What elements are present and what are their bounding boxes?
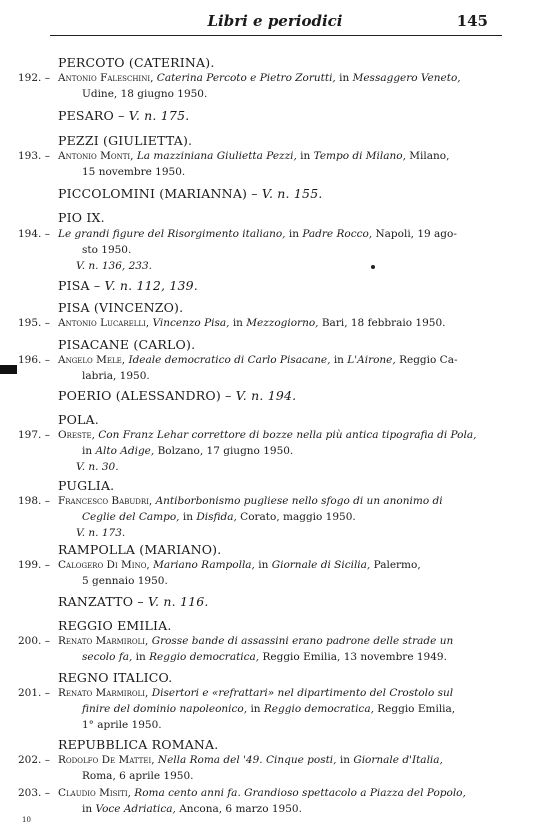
heading-piccolomini: PICCOLOMINI (MARIANNA) – V. n. 155.: [58, 186, 323, 201]
heading-text: PESARO: [58, 108, 114, 123]
entry-in: in: [82, 445, 93, 457]
entry-in: in: [339, 754, 350, 766]
entry-193: [18, 148, 488, 180]
page-number: 145: [456, 12, 488, 30]
entry-source: Mezzogiorno,: [246, 317, 319, 329]
heading-regno-italico: REGNO ITALICO.: [58, 670, 173, 685]
entry-196: [18, 352, 488, 384]
entry-source: Alto Adige,: [95, 445, 155, 457]
entry-continuation: labria, 1950.: [82, 370, 150, 382]
entry-number: 203. –: [18, 787, 50, 799]
entry-place: Napoli, 19 ago-: [375, 228, 457, 240]
heading-pisa-vincenzo: PISA (VINCENZO).: [58, 300, 184, 315]
entry-title: Roma cento anni fa. Grandioso spettacolo a Piazza del Popolo,: [134, 787, 466, 799]
entry-place: Reggio Emilia, 13 novembre 1949.: [262, 651, 447, 663]
entry-source: Reggio democratica,: [149, 651, 260, 663]
entry-number: 197. –: [18, 429, 50, 441]
entry-continuation: [82, 701, 488, 717]
heading-puglia: PUGLIA.: [58, 478, 115, 493]
entry-title: Le grandi figure del Risorgimento italiano,: [58, 228, 286, 240]
entry-title: Vincenzo Pisa,: [152, 317, 230, 329]
entry-place: Reggio Ca-: [399, 354, 458, 366]
entry-in: in: [250, 703, 261, 715]
entry-number: 202. –: [18, 754, 50, 766]
entry-reference: V. n. 30.: [76, 461, 119, 473]
entry-date-line: 1° aprile 1950.: [82, 719, 162, 731]
entry-continuation: Udine, 18 giugno 1950.: [82, 88, 208, 100]
entry-title: Antiborbonismo pugliese nello sfogo di un anonimo di: [155, 495, 443, 507]
entry-source: Giornale di Sicilia,: [271, 559, 371, 571]
entry-number: 193. –: [18, 150, 50, 162]
heading-pezzi: PEZZI (GIULIETTA).: [58, 133, 193, 148]
heading-pisa: PISA – V. n. 112, 139.: [58, 278, 198, 293]
footer-signature-mark: 10: [22, 816, 31, 824]
entry-source: Tempo di Milano,: [313, 150, 406, 162]
entry-continuation: 15 novembre 1950.: [82, 166, 186, 178]
heading-reference: V. n. 112, 139.: [104, 278, 198, 293]
heading-reference: V. n. 116.: [147, 594, 209, 609]
entry-in: in: [232, 317, 243, 329]
entry-195: [18, 315, 488, 331]
entry-author: Renato Marmiroli,: [58, 635, 149, 647]
entry-place: Corato, maggio 1950.: [240, 511, 356, 523]
entry-author: Antonio Lucarelli,: [58, 317, 150, 329]
margin-marker: [0, 365, 17, 374]
entry-in: in: [300, 150, 311, 162]
entry-continuation: 5 gennaio 1950.: [82, 575, 168, 587]
entry-title-continuation: Ceglie del Campo,: [82, 511, 180, 523]
entry-number: 192. –: [18, 72, 50, 84]
heading-reference: V. n. 155.: [261, 186, 323, 201]
entry-197: [18, 427, 488, 475]
entry-199: [18, 557, 488, 589]
entry-continuation: sto 1950.: [82, 244, 132, 256]
entry-203: [18, 785, 488, 817]
entry-author: Oreste,: [58, 429, 95, 441]
entry-number: 201. –: [18, 687, 50, 699]
entry-202: [18, 752, 488, 784]
entry-source: L'Airone,: [347, 354, 396, 366]
entry-author: Antonio Monti,: [58, 150, 134, 162]
print-speck: [371, 265, 375, 269]
entry-place: Palermo,: [373, 559, 421, 571]
entry-place: Bari, 18 febbraio 1950.: [321, 317, 446, 329]
entry-continuation: [82, 801, 488, 817]
entry-in: in: [288, 228, 299, 240]
entry-number: 200. –: [18, 635, 50, 647]
entry-in: in: [258, 559, 269, 571]
entry-source: Disfida,: [196, 511, 237, 523]
entry-198: [18, 493, 488, 541]
entry-number: 195. –: [18, 317, 50, 329]
entry-author: Renato Marmiroli,: [58, 687, 149, 699]
entry-author: Rodolfo De Mattei,: [58, 754, 155, 766]
entry-title: Nella Roma del '49. Cinque posti,: [157, 754, 337, 766]
entry-author: Angelo Mele,: [58, 354, 126, 366]
entry-place: Bolzano, 17 giugno 1950.: [157, 445, 294, 457]
entry-reference: V. n. 173.: [76, 527, 126, 539]
entry-194: [18, 226, 488, 274]
entry-author: Francesco Babudri,: [58, 495, 153, 507]
entry-source: Giornale d'Italia,: [353, 754, 443, 766]
heading-text: PICCOLOMINI (MARIANNA): [58, 186, 248, 201]
heading-reference: V. n. 175.: [128, 108, 190, 123]
entry-number: 194. –: [18, 228, 50, 240]
entry-reference: V. n. 136, 233.: [76, 260, 152, 272]
heading-pio-ix: PIO IX.: [58, 210, 105, 225]
heading-text: PISA: [58, 278, 90, 293]
entry-title: Mariano Rampolla,: [153, 559, 255, 571]
entry-place: Reggio Emilia,: [377, 703, 456, 715]
entry-source: Voce Adriatica,: [95, 803, 176, 815]
entry-place: Ancona, 6 marzo 1950.: [179, 803, 302, 815]
entry-source: Reggio democratica,: [263, 703, 374, 715]
heading-poerio: POERIO (ALESSANDRO) – V. n. 194.: [58, 388, 297, 403]
entry-source: Messaggero Veneto,: [352, 72, 461, 84]
entry-in: in: [333, 354, 344, 366]
header-rule: [50, 35, 502, 36]
entry-place: Milano,: [409, 150, 450, 162]
entry-number: 199. –: [18, 559, 50, 571]
entry-in: in: [135, 651, 146, 663]
heading-text: RANZATTO: [58, 594, 134, 609]
entry-continuation: [82, 509, 488, 525]
heading-percoto: PERCOTO (CATERINA).: [58, 55, 215, 70]
entry-author: Antonio Faleschini,: [58, 72, 154, 84]
entry-title: Grosse bande di assassini erano padrone delle strade un: [151, 635, 454, 647]
entry-title-continuation: finire del dominio napoleonico,: [82, 703, 248, 715]
heading-reference: V. n. 194.: [235, 388, 297, 403]
entry-192: [18, 70, 488, 102]
entry-201: [18, 685, 488, 733]
entry-title: Disertori e «refrattari» nel dipartimento del Crostolo sul: [151, 687, 454, 699]
entry-200: [18, 633, 488, 665]
entry-author: Calogero Di Mino,: [58, 559, 150, 571]
entry-number: 198. –: [18, 495, 50, 507]
entry-title: La mazziniana Giulietta Pezzi,: [136, 150, 297, 162]
entry-continuation: [82, 443, 488, 459]
entry-author: Claudio Misiti,: [58, 787, 131, 799]
entry-title: Con Franz Lehar correttore di bozze nella più antica tipografia di Pola,: [98, 429, 477, 441]
heading-pesaro: PESARO – V. n. 175.: [58, 108, 190, 123]
entry-in: in: [182, 511, 193, 523]
entry-continuation: [82, 649, 488, 665]
entry-continuation: Roma, 6 aprile 1950.: [82, 770, 194, 782]
heading-rampolla: RAMPOLLA (MARIANO).: [58, 542, 222, 557]
heading-ranzatto: RANZATTO – V. n. 116.: [58, 594, 209, 609]
heading-pola: POLA.: [58, 412, 99, 427]
entry-in: in: [82, 803, 93, 815]
running-header-title: Libri e periodici: [207, 12, 343, 30]
heading-reggio-emilia: REGGIO EMILIA.: [58, 618, 172, 633]
heading-pisacane: PISACANE (CARLO).: [58, 337, 196, 352]
heading-repubblica-romana: REPUBBLICA ROMANA.: [58, 737, 219, 752]
entry-title: Ideale democratico di Carlo Pisacane,: [128, 354, 331, 366]
entry-number: 196. –: [18, 354, 50, 366]
entry-source: Padre Rocco,: [302, 228, 373, 240]
entry-title: Caterina Percoto e Pietro Zorutti,: [156, 72, 336, 84]
entry-title-continuation: secolo fa,: [82, 651, 133, 663]
heading-text: POERIO (ALESSANDRO): [58, 388, 221, 403]
entry-in: in: [339, 72, 350, 84]
